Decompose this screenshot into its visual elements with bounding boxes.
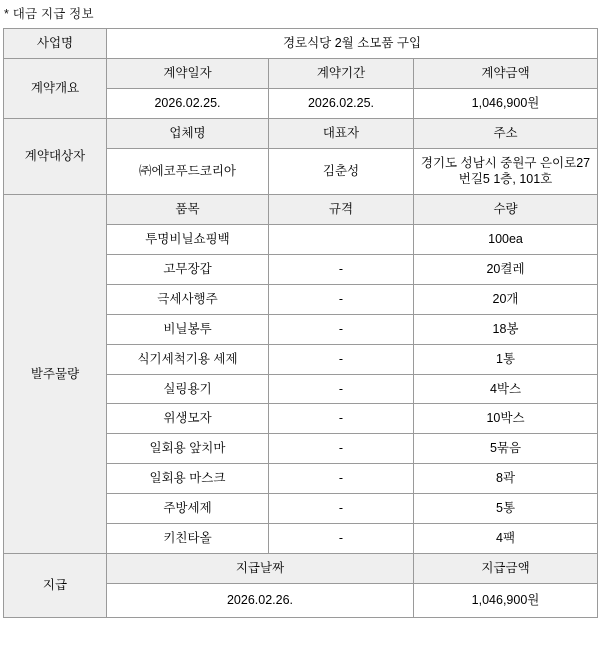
order-item-qty: 20켤레 xyxy=(414,255,598,285)
order-item-spec: - xyxy=(269,314,414,344)
order-item-spec: - xyxy=(269,374,414,404)
company-name-value: ㈜에코푸드코리아 xyxy=(107,148,269,195)
order-item-spec: - xyxy=(269,404,414,434)
order-item-name: 키친타올 xyxy=(107,523,269,553)
representative-value: 김춘성 xyxy=(269,148,414,195)
order-item-qty: 100ea xyxy=(414,225,598,255)
row-label-contract-overview: 계약개요 xyxy=(4,58,107,118)
payment-amount-value: 1,046,900원 xyxy=(414,583,598,617)
order-item-name: 주방세제 xyxy=(107,494,269,524)
col-header-qty: 수량 xyxy=(414,195,598,225)
row-label-payment: 지급 xyxy=(4,553,107,617)
order-item-name: 극세사행주 xyxy=(107,284,269,314)
table-row-payment-header xyxy=(4,553,598,583)
col-header-company-name: 업체명 xyxy=(107,118,269,148)
contract-amount-value: 1,046,900원 xyxy=(414,88,598,118)
address-value: 경기도 성남시 중원구 은이로27번길5 1층, 101호 xyxy=(414,148,598,195)
contract-period-value: 2026.02.25. xyxy=(269,88,414,118)
order-item-name: 실링용기 xyxy=(107,374,269,404)
contract-date-value: 2026.02.25. xyxy=(107,88,269,118)
col-header-representative: 대표자 xyxy=(269,118,414,148)
row-label-contract-party: 계약대상자 xyxy=(4,118,107,195)
order-item-spec xyxy=(269,225,414,255)
order-item-name: 투명비닐쇼핑백 xyxy=(107,225,269,255)
order-item-qty: 4박스 xyxy=(414,374,598,404)
table-row-project xyxy=(4,29,598,59)
order-item-spec: - xyxy=(269,344,414,374)
order-item-name: 고무장갑 xyxy=(107,255,269,285)
order-item-qty: 18봉 xyxy=(414,314,598,344)
order-item-name: 위생모자 xyxy=(107,404,269,434)
payment-info-table xyxy=(3,28,598,618)
table-row-order-header xyxy=(4,195,598,225)
col-header-address: 주소 xyxy=(414,118,598,148)
col-header-item: 품목 xyxy=(107,195,269,225)
order-item-qty: 8곽 xyxy=(414,464,598,494)
payment-date-value: 2026.02.26. xyxy=(107,583,414,617)
order-item-qty: 20개 xyxy=(414,284,598,314)
order-item-qty: 1통 xyxy=(414,344,598,374)
order-item-name: 일회용 마스크 xyxy=(107,464,269,494)
order-item-spec: - xyxy=(269,284,414,314)
col-header-contract-date: 계약일자 xyxy=(107,58,269,88)
order-item-name: 일회용 앞치마 xyxy=(107,434,269,464)
order-item-name: 식기세척기용 세제 xyxy=(107,344,269,374)
col-header-payment-amount: 지급금액 xyxy=(414,553,598,583)
col-header-contract-period: 계약기간 xyxy=(269,58,414,88)
col-header-payment-date: 지급날짜 xyxy=(107,553,414,583)
order-item-spec: - xyxy=(269,494,414,524)
row-label-order-quantity: 발주물량 xyxy=(4,195,107,554)
order-item-name: 비닐봉투 xyxy=(107,314,269,344)
table-row-contract-overview-header xyxy=(4,58,598,88)
project-name-value: 경로식당 2월 소모품 구입 xyxy=(107,29,598,59)
col-header-contract-amount: 계약금액 xyxy=(414,58,598,88)
order-item-qty: 5통 xyxy=(414,494,598,524)
order-item-qty: 5묶음 xyxy=(414,434,598,464)
order-item-spec: - xyxy=(269,464,414,494)
col-header-spec: 규격 xyxy=(269,195,414,225)
order-item-qty: 4팩 xyxy=(414,523,598,553)
order-item-qty: 10박스 xyxy=(414,404,598,434)
table-row-contract-party-header xyxy=(4,118,598,148)
row-label-project: 사업명 xyxy=(4,29,107,59)
order-item-spec: - xyxy=(269,255,414,285)
order-item-spec: - xyxy=(269,434,414,464)
order-item-spec: - xyxy=(269,523,414,553)
page-title: * 대금 지급 정보 xyxy=(4,7,94,21)
